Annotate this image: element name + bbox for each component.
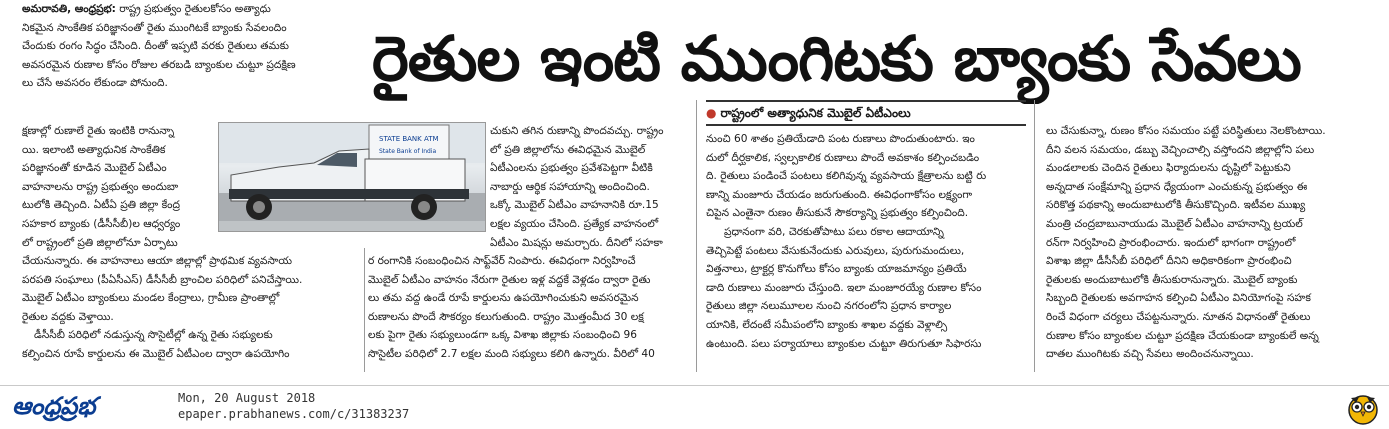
column-line: ఏటీఎంలను ప్రభుత్వం ప్రవేశపెట్టగా వీటికి: [490, 162, 653, 175]
article-column-4: [1046, 122, 1370, 364]
column-line: చిపైన ఎంతైనా రుణం తీసుకునే సౌకర్యాన్ని ప్రభుత్వం కల్పించింది.: [706, 207, 969, 220]
article-column-3: [706, 130, 1026, 353]
column-line: చుకుని తగిన రుణాన్ని పొందవచ్చు. రాష్ట్రం: [490, 125, 664, 137]
article-column-2: [490, 122, 686, 252]
column-line: లక్షల వ్యయం చేసింది. ప్రత్యేక వాహనంలో: [490, 217, 659, 230]
subheading: [706, 100, 1026, 126]
column-line: మంత్రి చంద్రబాబునాయుడు మొబైల్ ఏటీఎం వాహనాన్ని ట్రయల్: [1046, 217, 1303, 230]
atm-sign-text: STATE BANK ATM: [379, 135, 439, 143]
column-line: చేయనున్నారు. ఈ వాహనాలు ఆయా జిల్లాల్లో ప్రాథమిక వ్యవసాయ: [22, 255, 292, 267]
column-line: అన్నదాత సంక్షేమాన్ని ప్రధాన ధ్యేయంగా ఎంచుకున్న ప్రభుత్వం ఈ: [1046, 180, 1308, 193]
column-line: నాబార్డు ఆర్థిక సహాయాన్ని అందించింది.: [490, 180, 650, 193]
column-line: నికమైన సాంకేతిక పరిజ్ఞానంతో రైతు ముంగిటకే బ్యాంకు సేవలందిం: [22, 21, 287, 34]
column-line: కల్పించిన రూపే కార్డులను ఈ మొబైల్ ఏటీఎంల ద్వారా ఉపయోగిం: [22, 347, 290, 360]
article-column-1-bottom: [22, 252, 362, 364]
column-line: చేందుకు రంగం సిద్ధం చేసింది. దీంతో ఇప్పటి వరకు రైతులు తమకు: [22, 40, 289, 53]
column-line: పరిజ్ఞానంతో కూడిన మొబైల్ ఏటీఎం: [22, 162, 167, 175]
column-line: పరపతి సంఘాలు (పీఏసీఎస్) డీసీసీబీ బ్రాంచిల పరిధిలో పనిచేస్తాయి.: [22, 273, 303, 286]
column-line: రైతులకు అందుబాటులోకి తీసుకురానున్నారు. మొబైల్ బ్యాంకు: [1046, 273, 1298, 286]
column-line: డాది రుణాలు మంజూరు చేస్తుంది. ఇలా మంజూరయ్యే రుణాల కోసం: [706, 281, 982, 294]
bullet-icon: ●: [706, 106, 717, 120]
column-line: డీసీసీబీ పరిధిలో నడుస్తున్న సొసైటీల్లో ఉన్న రైతు సభ్యులకు: [34, 329, 273, 342]
headline: రైతుల ఇంటి ముంగిటకు బ్యాంకు సేవలు: [372, 22, 1301, 95]
column-line: సహకార బ్యాంకు (డీసీసీబీ)ల ఆధ్వర్యం: [22, 217, 181, 230]
column-line: లో రాష్ట్రంలో ప్రతి జిల్లాలోనూ ఏర్పాటు: [22, 236, 178, 249]
owl-icon[interactable]: [1346, 389, 1380, 425]
article-column-2-bottom: [368, 252, 686, 364]
column-line: ణాన్ని మంజూరు చేయడం జరుగుతుంది. ఈవిధంగాకోసం లక్ష్యంగా: [706, 188, 973, 201]
subheading-text: రాష్ట్రంలో అత్యాధునిక మొబైల్ ఏటీఎంలు: [720, 106, 911, 120]
column-divider: [696, 100, 697, 372]
column-line: సరికొత్త పథకాన్ని అందుబాటులోకి తీసుకొచ్చింది. ఇటీవల ముఖ్య: [1046, 199, 1306, 212]
footer-divider: [0, 385, 1389, 386]
column-line: ఉంటుంది. పలు పర్యాయాలు బ్యాంకుల చుట్టూ తిరుగుతూ సిఫారసు: [706, 337, 982, 350]
column-line: ఒక్కో మొబైల్ ఏటీఎం వాహనానికి రూ.15: [490, 199, 659, 212]
column-line: రుణాలను పొందే సౌకర్యం కలుగుతుంది. రాష్ట్రం మొత్తంమీద 30 లక్ష: [368, 310, 644, 323]
column-line: లు చేసే అవసరం లేకుండా పోనుంది.: [22, 77, 168, 90]
column-line: ర రంగానికి సంబంధించిన సాఫ్ట్‌వేర్ నింపారు. ఈవిధంగా నిర్వహించే: [368, 255, 636, 267]
column-line: సిబ్బంది రైతులకు అవగాహన కల్పించి ఏటీఎం వినియోగంపై సహక: [1046, 292, 1311, 305]
column-line: రుణాల కోసం బ్యాంకుల చుట్టూ ప్రదక్షిణ చేయకుండా బ్యాంకులే అన్న: [1046, 329, 1319, 342]
column-line: రన్‌గా నిర్వహించి ప్రారంభించారు. ఇందులో భాగంగా రాష్ట్రంలో: [1046, 236, 1296, 249]
column-line: ప్రధానంగా వరి, చెరకుతోపాటు పలు రకాల ఆదాయాన్ని: [724, 225, 944, 238]
column-line: యానికి, లేదంటే సమీపంలోని బ్యాంకు శాఖల వద్దకు వెళ్లాల్సి: [706, 318, 948, 331]
epaper-meta: [178, 390, 478, 422]
column-line: టులోకి తెచ్చింది. ఏటీఏ ప్రతి జిల్లా కేంద్ర: [22, 199, 180, 212]
column-line: లకు పైగా రైతు సభ్యులుండగా ఒక్క విశాఖ జిల్లాకు సంబంధించి 96: [368, 329, 637, 342]
publication-date: Mon, 20 August 2018: [178, 391, 316, 405]
atm-sub-text: State Bank of India: [379, 148, 437, 155]
column-divider: [364, 248, 365, 372]
column-line: విశాఖ జిల్లా డీసీసీబీ పరిధిలో దీనిని అధికారికంగా ప్రారంభించి: [1046, 255, 1292, 268]
column-line: ఏటీఎం మిషన్లు అమర్చారు. దీనిలో సహకా: [490, 236, 663, 249]
mobile-atm-vehicle-photo: [218, 122, 486, 232]
column-line: మొబైల్ ఏటీఎం బ్యాంకులు మండల కేంద్రాలు, గ్రామీణ ప్రాంతాల్లో: [22, 292, 280, 305]
column-line: లు చేసుకున్నా, రుణం కోసం సమయం పట్టే పరిస్థితులు నెలకొంటాయి.: [1046, 125, 1326, 137]
article-column-1-wrap: [22, 122, 214, 252]
column-line: రించే విధంగా చర్యలు చేపట్టనున్నారు. నూతన విధానంతో రైతులు: [1046, 310, 1311, 323]
column-line: అవసరమైన రుణాల కోసం రోజుల తరబడి బ్యాంకుల చుట్టూ ప్రదక్షిణ: [22, 58, 296, 71]
column-line: తెచ్చిపెట్టే పంటలు వేసుకునేందుకు ఎరువులు, పురుగుమందులు,: [706, 244, 965, 257]
column-line: ది. రైతులు పండించే పంటలు కలిగివున్న వ్యవసాయ క్షేత్రాలను బట్టి రు: [706, 170, 987, 183]
column-line: నుంచి 60 శాతం ప్రతియేడాది పంట రుణాలు పొందుతుంటారు. ఇం: [706, 133, 975, 145]
column-line: మొబైల్ ఏటీఎం వాహనం నేరుగా రైతుల ఇళ్ల వద్దకే వెళ్లడం ద్వారా రైతు: [368, 273, 651, 286]
column-line: యి. ఇలాంటి అత్యాధునిక సాంకేతిక: [22, 143, 166, 156]
column-line: దులో దీర్ఘకాలిక, స్వల్పకాలిక రుణాలు పొందే అవకాశం కల్పించబడిం: [706, 151, 980, 164]
column-line: వాహనాలను రాష్ట్ర ప్రభుత్వం అందుబా: [22, 180, 179, 193]
column-line: అమరావతి, ఆంధ్రప్రభ: రాష్ట్ర ప్రభుత్వం రైతులకోసం అత్యాధు: [22, 3, 271, 15]
dateline: అమరావతి, ఆంధ్రప్రభ:: [22, 3, 116, 15]
andhraprabha-logo[interactable]: ఆంధ్రప్రభ: [12, 392, 96, 420]
column-line: రైతుల వద్దకు వెళ్తాయి.: [22, 310, 114, 323]
column-line: రైతులు జిల్లా నలుమూలల నుంచి నగరంలోని ప్రధాన కార్యాల: [706, 300, 952, 313]
column-line: దాతల ముంగిటకు వచ్చి సేవలు అందించనున్నాయి.: [1046, 348, 1254, 361]
column-line: దీని వలన సమయం, డబ్బు వెచ్చించాల్సి వస్తోందని జిల్లాల్లోని పలు: [1046, 143, 1315, 156]
epaper-url[interactable]: epaper.prabhanews.com/c/31383237: [178, 407, 410, 421]
column-line: సొసైటీల పరిధిలో 2.7 లక్షల మంది సభ్యులు కలిగి ఉన్నారు. వీరిలో 40: [368, 347, 655, 360]
column-line: లో ప్రతి జిల్లాలోను ఈవిధమైన మొబైల్: [490, 143, 646, 156]
column-line: విత్తనాలు, ట్రాక్టర్ల కొనుగోలు కోసం బ్యాంకు యాజమాన్యం ప్రతియే: [706, 263, 967, 276]
column-line: మండలాలకు చెందిన రైతులు ఫిర్యాదులను దృష్టిలో పెట్టుకుని: [1046, 162, 1291, 175]
column-divider: [1034, 100, 1035, 372]
article-column-1: [22, 0, 362, 93]
column-line: లు తమ వద్ద ఉండే రూపే కార్డులను ఉపయోగించుకుని అవసరమైన: [368, 292, 639, 305]
column-line: క్షణాల్లో రుణాలే రైతు ఇంటికి రానున్నా: [22, 125, 175, 137]
